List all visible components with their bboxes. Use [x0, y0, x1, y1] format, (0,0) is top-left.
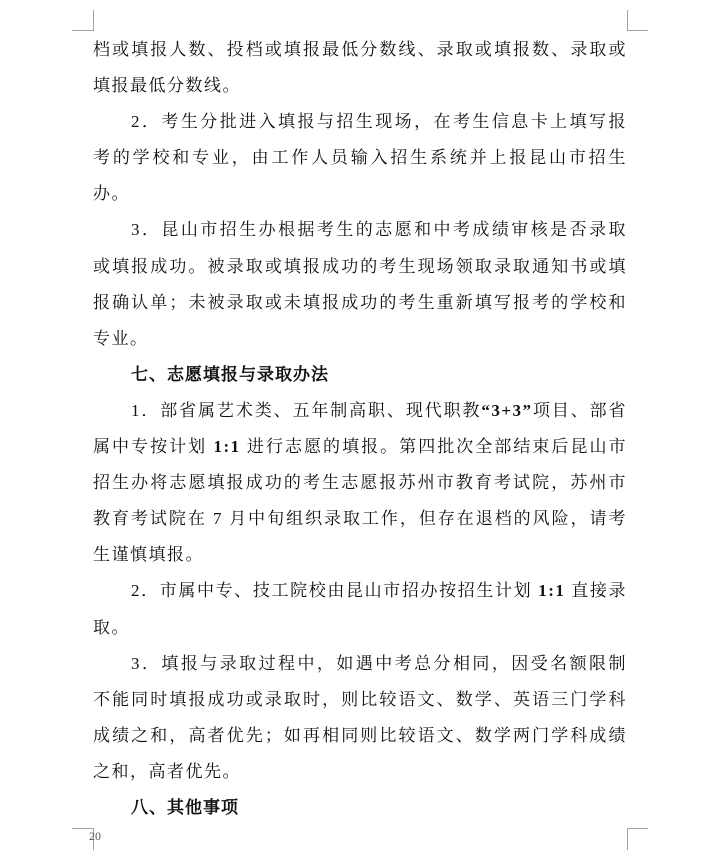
text-line: 办。 [93, 184, 130, 204]
text-line: 生谨慎填报。 [93, 545, 204, 565]
text-line: 之和，高者优先。 [93, 761, 241, 781]
corner-mark-bottom-right-vertical [627, 828, 628, 850]
text-line: 考的学校和专业，由工作人员输入招生系统并上报昆山市招生 [93, 148, 627, 168]
text-segment: 项目、部省 [532, 400, 628, 420]
corner-mark-top-right-vertical [627, 10, 628, 31]
text-line [93, 573, 627, 609]
text-line [93, 429, 627, 465]
text-segment: 1．部省属艺术类、五年制高职、现代职教 [131, 400, 482, 420]
text-line: 取。 [93, 617, 130, 637]
text-line: 或填报成功。被录取或填报成功的考生现场领取录取通知书或填 [93, 256, 627, 276]
section-heading: 八、其他事项 [131, 797, 239, 817]
text-line: 教育考试院在 7 月中旬组织录取工作，但存在退档的风险，请考 [93, 509, 627, 529]
text-line: 3．填报与录取过程中，如遇中考总分相同，因受名额限制 [131, 653, 627, 673]
text-segment-bold: “3+3” [481, 400, 533, 420]
text-line: 招生办将志愿填报成功的考生志愿报苏州市教育考试院，苏州市 [93, 473, 627, 493]
text-line: 不能同时填报成功或录取时，则比较语文、数学、英语三门学科 [93, 689, 627, 709]
text-line: 2．考生分批进入填报与招生现场，在考生信息卡上填写报 [131, 112, 627, 132]
text-line: 3．昆山市招生办根据考生的志愿和中考成绩审核是否录取 [131, 220, 627, 240]
text-segment: 直接录 [565, 581, 628, 601]
text-segment-bold: 1:1 [213, 437, 241, 457]
page-number: 20 [89, 829, 101, 843]
text-segment: 属中专按计划 [93, 437, 214, 457]
text-segment-bold: 1:1 [538, 581, 566, 601]
text-line: 专业。 [93, 328, 149, 348]
corner-mark-top-left-horizontal [72, 30, 93, 31]
document-body [93, 32, 627, 826]
text-line [93, 393, 627, 429]
text-segment: 2．市属中专、技工院校由昆山市招办按招生计划 [131, 581, 539, 601]
corner-mark-top-right-horizontal [627, 30, 648, 31]
corner-mark-bottom-right-horizontal [627, 828, 648, 829]
text-line: 报确认单；未被录取或未填报成功的考生重新填写报考的学校和 [93, 292, 627, 312]
corner-mark-top-left-vertical [93, 10, 94, 31]
text-line: 成绩之和，高者优先；如再相同则比较语文、数学两门学科成绩 [93, 725, 627, 745]
text-segment: 进行志愿的填报。第四批次全部结束后昆山市 [240, 437, 628, 457]
section-heading: 七、志愿填报与录取办法 [131, 364, 329, 384]
text-line: 填报最低分数线。 [93, 76, 241, 96]
text-line: 档或填报人数、投档或填报最低分数线、录取或填报数、录取或 [93, 40, 627, 59]
